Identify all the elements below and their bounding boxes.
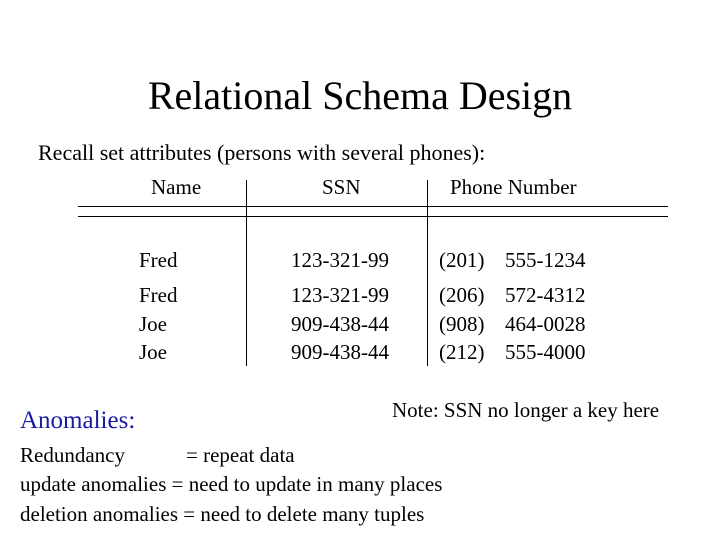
column-divider-1 [246,180,247,366]
cell-phone: 555-4000 [505,340,586,364]
anomalies-heading: Anomalies: [20,407,136,434]
cell-name: Joe [139,312,167,336]
cell-area-code: (201) [439,248,485,272]
anomaly-term: update anomalies [20,472,167,496]
header-rule-top [78,206,668,207]
cell-name: Fred [139,248,178,272]
cell-phone: 555-1234 [505,248,586,272]
anomaly-description: = need to update in many places [171,472,443,496]
cell-area-code: (212) [439,340,485,364]
anomaly-term: Redundancy [20,443,125,467]
anomaly-description: = need to delete many tuples [183,502,425,526]
anomaly-definition [20,500,424,528]
cell-area-code: (908) [439,312,485,336]
header-name: Name [151,175,202,199]
slide-subtitle: Recall set attributes (persons with several phones): [38,140,486,165]
cell-ssn: 909-438-44 [291,340,389,364]
cell-ssn: 123-321-99 [291,248,389,272]
cell-name: Fred [139,283,178,307]
cell-ssn: 909-438-44 [291,312,389,336]
column-divider-2 [427,180,428,366]
key-note: Note: SSN no longer a key here [392,398,660,422]
anomaly-term: deletion anomalies [20,502,179,526]
header-ssn: SSN [322,175,361,199]
cell-phone: 464-0028 [505,312,586,336]
cell-phone: 572-4312 [505,283,586,307]
cell-area-code: (206) [439,283,485,307]
cell-ssn: 123-321-99 [291,283,389,307]
anomaly-definition [20,470,442,498]
cell-name: Joe [139,340,167,364]
header-rule-bottom [78,216,668,217]
anomaly-definition [20,441,295,469]
anomaly-description: = repeat data [186,443,295,467]
header-phone-number: Phone Number [450,175,577,199]
slide-title: Relational Schema Design [147,73,573,118]
